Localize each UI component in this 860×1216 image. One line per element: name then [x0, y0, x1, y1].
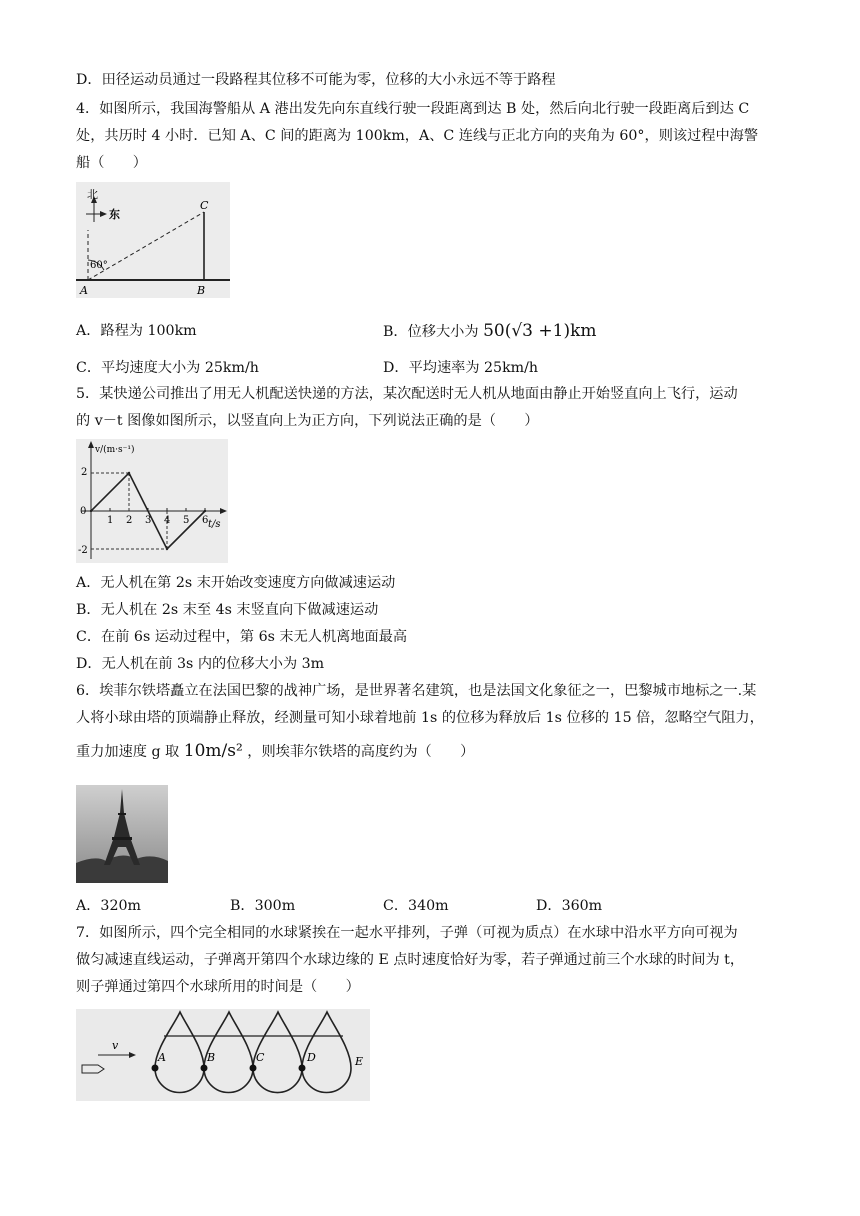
- q7-figure: [76, 1009, 370, 1101]
- vt-tick-label-5: 5: [183, 515, 190, 526]
- vt-point-2: [166, 548, 168, 550]
- q4-line-2: 处，共历时 4 小时．已知 A、C 间的距离为 100km，A、C 连线与正北方向的夹角为 60°，则该过程中海警: [76, 128, 759, 144]
- q4-figure: [76, 182, 230, 298]
- q4-option-b-math: 50(√3 +1)km: [483, 321, 597, 341]
- vt-point-1: [128, 472, 130, 474]
- q7-point-d: D: [307, 1051, 316, 1064]
- vt-tick-label-6: 6: [202, 515, 209, 526]
- prev-option-d: D．田径运动员通过一段路程其位移不可能为零，位移的大小永远不等于路程: [76, 72, 556, 88]
- q5-option-d[interactable]: D．无人机在前 3s 内的位移大小为 3m: [76, 656, 325, 672]
- q4-line-3: 船（ ）: [76, 155, 147, 171]
- q5-option-b[interactable]: B．无人机在 2s 末至 4s 末竖直向下做减速运动: [76, 602, 379, 618]
- q4-option-d[interactable]: D．平均速率为 25km/h: [383, 360, 539, 376]
- q6-line-1: 6．埃菲尔铁塔矗立在法国巴黎的战神广场，是世界著名建筑，也是法国文化象征之一，巴黎城市地标之一.某: [76, 683, 757, 699]
- q4-angle-label: 60°: [90, 260, 108, 271]
- q4-line-1: 4．如图所示，我国海警船从 A 港出发先向东直线行驶一段距离到达 B 处，然后向北行驶一段距离后到达 C: [76, 101, 750, 117]
- vt-tick-label-1: 1: [107, 515, 114, 526]
- q4-option-a[interactable]: A．路程为 100km: [76, 323, 197, 339]
- eiffel-tower-photo: [76, 785, 168, 883]
- q6-line-3: [76, 741, 474, 762]
- q7-v-label: v: [112, 1039, 119, 1052]
- q5-line-2: 的 v－t 图像如图所示，以竖直向上为正方向，下列说法正确的是（ ）: [76, 413, 539, 429]
- q7-line-2: 做匀减速直线运动，子弹离开第四个水球边缘的 E 点时速度恰好为零，若子弹通过前三个水球的时间为 t，: [76, 952, 745, 968]
- q4-option-c[interactable]: C．平均速度大小为 25km/h: [76, 360, 259, 376]
- vt-point-3: [204, 510, 206, 512]
- vt-ypos-label: 2: [81, 467, 88, 478]
- q4-point-c: C: [200, 199, 209, 212]
- q7-line-1: 7．如图所示，四个完全相同的水球紧挨在一起水平排列，子弹（可视为质点）在水球中沿水平方向可视为: [76, 925, 738, 941]
- vt-origin: 0: [80, 506, 87, 517]
- q4-point-a: A: [80, 284, 88, 297]
- vt-tick-label-4: 4: [164, 515, 171, 526]
- q4-east-label: 东: [109, 208, 120, 221]
- q4-north-label: 北: [87, 188, 98, 201]
- vt-tick-label-3: 3: [145, 515, 152, 526]
- q5-line-1: 5．某快递公司推出了用无人机配送快递的方法，某次配送时无人机从地面由静止开始竖直向上飞行，运动: [76, 386, 738, 402]
- vt-tick-label-2: 2: [126, 515, 133, 526]
- q6-gravity-value: 10m/s²: [183, 741, 243, 761]
- q7-point-b: B: [207, 1051, 216, 1064]
- q6-option-a[interactable]: A．320m: [76, 898, 141, 914]
- vt-xlabel: t/s: [208, 519, 221, 530]
- q5-option-a[interactable]: A．无人机在第 2s 末开始改变速度方向做减速运动: [76, 575, 396, 591]
- q7-point-a: A: [158, 1051, 166, 1064]
- q4-option-b-prefix: B．位移大小为: [383, 324, 479, 340]
- q6-option-d[interactable]: D．360m: [536, 898, 603, 914]
- q7-point-e: E: [355, 1055, 364, 1068]
- q5-option-c[interactable]: C．在前 6s 运动过程中，第 6s 末无人机离地面最高: [76, 629, 408, 645]
- q4-point-b: B: [197, 284, 206, 297]
- vt-yneg-label: -2: [78, 545, 88, 556]
- q7-line-3: 则子弹通过第四个水球所用的时间是（ ）: [76, 979, 360, 995]
- q6-option-c[interactable]: C．340m: [383, 898, 449, 914]
- vt-point-0: [90, 510, 92, 512]
- q6-line-3-prefix: 重力加速度 g 取: [76, 744, 180, 760]
- q6-option-b[interactable]: B．300m: [230, 898, 296, 914]
- q5-figure: [76, 439, 228, 563]
- q6-line-2: 人将小球由塔的顶端静止释放，经测量可知小球着地前 1s 的位移为释放后 1s 位移的 15 倍，忽略空气阻力，: [76, 710, 764, 726]
- q4-option-b[interactable]: [383, 321, 597, 342]
- vt-ylabel: v/(m·s⁻¹): [95, 445, 135, 455]
- q7-point-c: C: [256, 1051, 265, 1064]
- q6-line-3-suffix: ，则埃菲尔铁塔的高度约为（ ）: [247, 744, 475, 760]
